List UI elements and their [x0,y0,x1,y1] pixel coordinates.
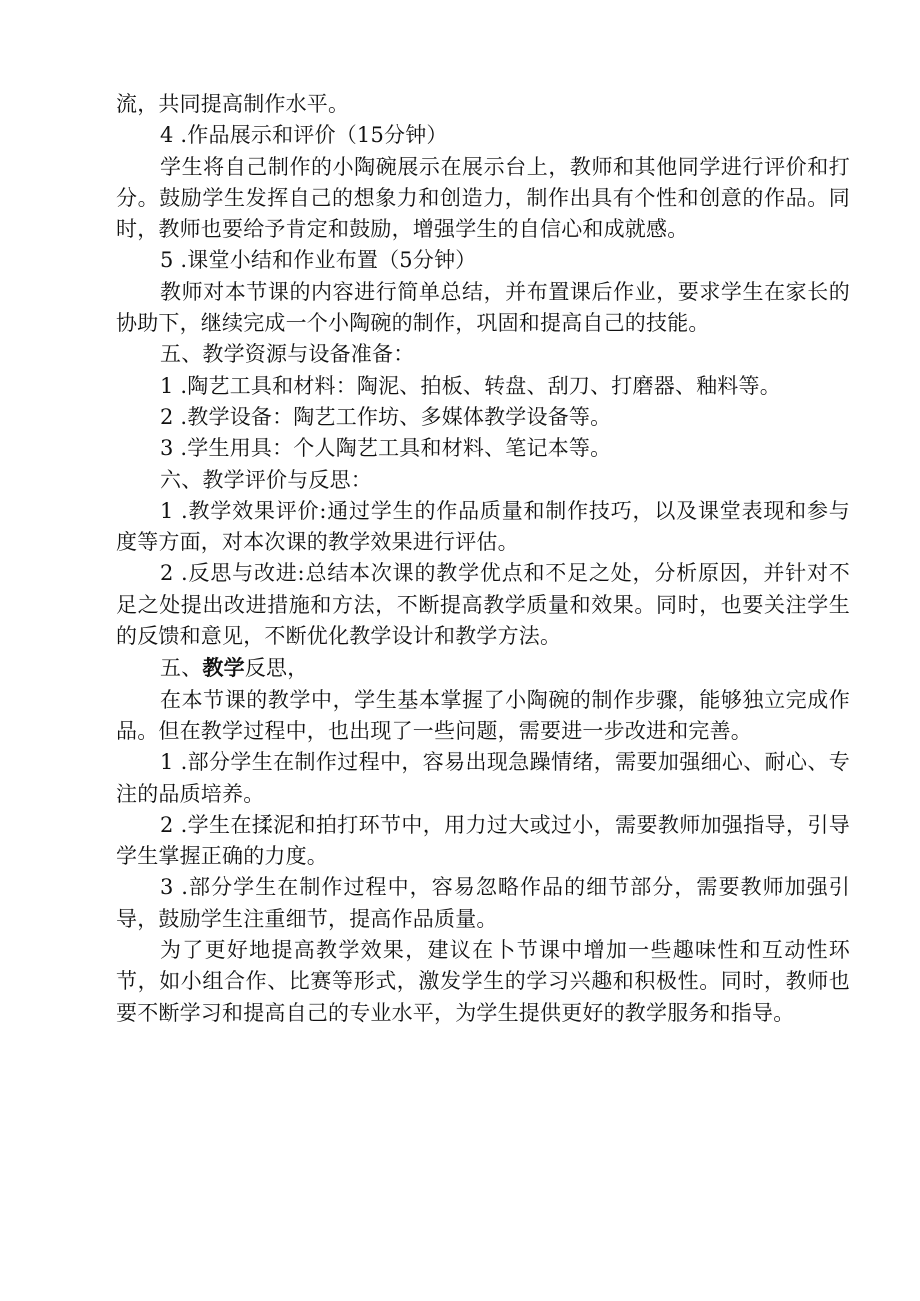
resources-item-3: 3 .学生用具：个人陶艺工具和材料、笔记本等。 [160,436,612,461]
section-5-heading: 5 .课堂小结和作业布置（5分钟） [160,248,477,273]
section-4-body: 学生将自己制作的小陶碗展示在展示台上，教师和其他同学进行评价和打分。鼓励学生发挥自己的想象力和创造力，制作出具有个性和创意的作品。同时，教师也要给予肯定和鼓励，增强学生的自信心和成就感。 [116,154,850,242]
closing-paragraph: 为了更好地提高教学效果，建议在卜节课中增加一些趣味性和互动性环节，如小组合作、比赛等形式，激发学生的学习兴趣和积极性。同时，教师也要不断学习和提高自己的专业水平，为学生提供更好的教学服务和指导。 [116,938,850,1025]
reflection-body: 在本节课的教学中，学生基本掌握了小陶碗的制作步骤，能够独立完成作品。但在教学过程中，也出现了一些问题，需要进一步改进和完善。 [116,687,850,743]
evaluation-item-2: 2 .反思与改进:总结本次课的教学优点和不足之处，分析原因，并针对不足之处提出改进措施和方法，不断提高教学质量和效果。同时，也要关注学生的反馈和意见，不断优化教学设计和教学方法。 [116,561,850,649]
evaluation-heading: 六、教学评价与反思： [160,467,372,492]
section-5-body: 教师对本节课的内容进行简单总结，并布置课后作业，要求学生在家长的协助下，继续完成一个小陶碗的制作，巩固和提高自己的技能。 [116,279,850,336]
resources-item-1: 1 .陶艺工具和材料：陶泥、拍板、转盘、刮刀、打磨器、釉料等。 [160,373,781,398]
resources-heading: 五、教学资源与设备准备： [160,342,415,367]
resources-item-2: 2 .教学设备：陶艺工作坊、多媒体教学设备等。 [160,404,612,429]
reflection-item-2: 2 .学生在揉泥和拍打环节中，用力过大或过小，需要教师加强指导，引导学生掌握正确的力度。 [116,812,850,869]
reflection-item-3: 3 .部分学生在制作过程中，容易忽略作品的细节部分，需要教师加强引导，鼓励学生注重细节，提高作品质量。 [116,875,850,931]
reflection-heading [116,652,850,684]
reflection-heading-bold: 教学 [202,655,245,681]
section-4-heading: 4 .作品展示和评价（15分钟） [160,123,448,148]
reflection-heading-suffix: 反思， [244,656,309,681]
evaluation-item-1: 1 .教学效果评价:通过学生的作品质量和制作技巧，以及课堂表现和参与度等方面，对本次课的教学效果进行评估。 [116,498,850,555]
paragraph-continuation: 流，共同提高制作水平。 [116,92,350,116]
document-body [116,89,850,1029]
reflection-heading-prefix: 五、 [160,656,203,681]
reflection-item-1: 1 .部分学生在制作过程中，容易出现急躁情绪，需要加强细心、耐心、专注的品质培养。 [116,750,850,806]
